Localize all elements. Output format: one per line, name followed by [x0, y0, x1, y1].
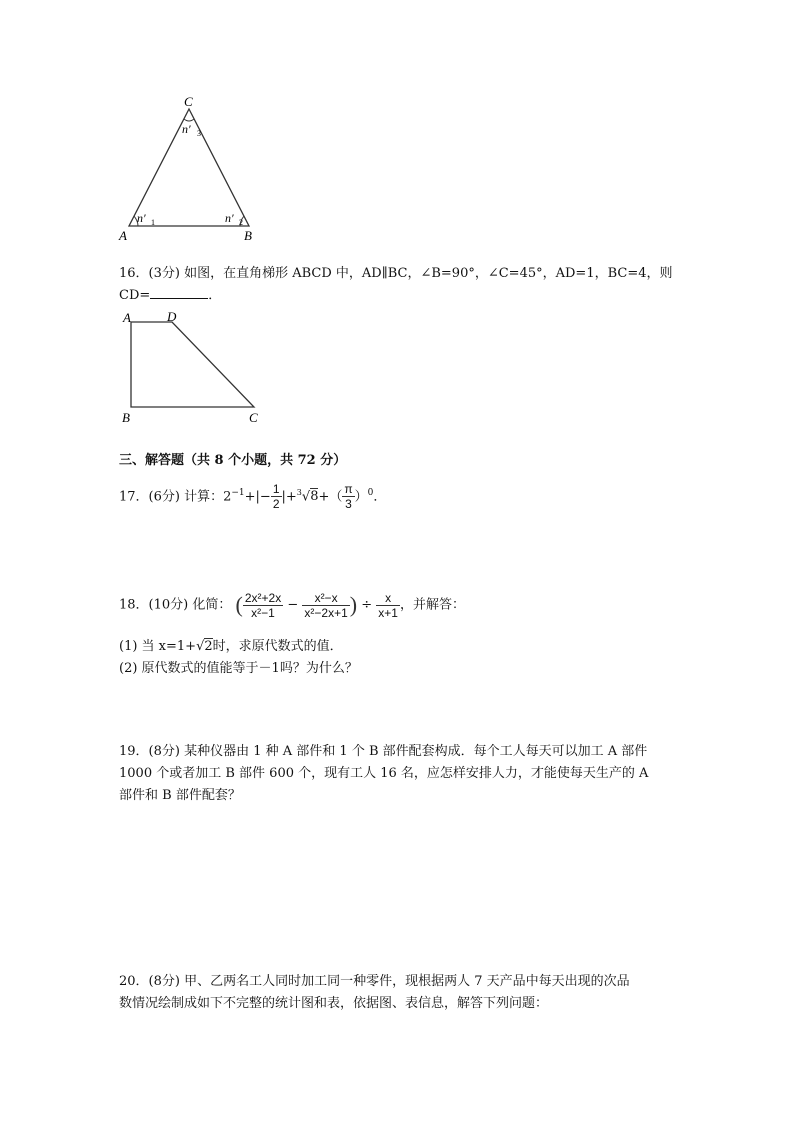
q16-line-1: 16．(3分) 如图，在直角梯形 ABCD 中，AD∥BC，∠B=90°，∠C=45°，AD=1，BC=4，则 — [119, 266, 673, 281]
q18-part1-root: 2 — [204, 639, 213, 654]
q17-exponent: −1 — [231, 488, 245, 498]
q18-f3-den: x+1 — [378, 605, 398, 620]
q17-abs-open: +|− — [244, 489, 271, 505]
vertex-label-a: A — [119, 228, 127, 243]
angle-label-n1: n′ — [137, 211, 146, 225]
q16-line-2 — [119, 285, 221, 307]
q18-prefix: 18．(10分) 化简： — [119, 597, 232, 613]
vertex-label-b: B — [122, 410, 130, 425]
q16-suffix: ． — [208, 288, 222, 303]
triangle-figure — [112, 92, 272, 244]
q17-fraction-half — [271, 482, 282, 511]
q17-end: ． — [373, 489, 387, 505]
q18-f1-num: 2x²+2x — [244, 590, 282, 605]
angle-label-n2: n′ — [225, 211, 234, 225]
q20-line-2: 数情况绘制成如下不完整的统计图和表，依据图、表信息，解答下列问题： — [119, 996, 549, 1011]
q18-f3-num: x — [376, 591, 400, 606]
q17-close-paren: ） — [354, 489, 368, 505]
q18-part1-suffix: 时，求原代数式的值． — [212, 639, 343, 654]
q18-minus: − — [287, 597, 299, 613]
q17-frac-num: 1 — [272, 482, 280, 497]
q20-line-1: 20．(8分) 甲、乙两名工人同时加工同一种零件，现根据两人 7 天产品中每天出现的次品 — [119, 974, 630, 989]
q17-root-index: 3 — [296, 488, 302, 497]
q18-part-1 — [119, 636, 343, 658]
q18-part1-prefix: (1) 当 x=1+ — [119, 639, 197, 654]
angle-arc-c — [184, 119, 194, 121]
trapezoid-figure — [116, 308, 268, 426]
q18-root-sign: √ — [196, 639, 205, 654]
vertex-label-c: C — [249, 410, 258, 425]
q17-zero-exponent: 0 — [367, 488, 374, 498]
q18-suffix: ，并解答： — [399, 597, 465, 613]
q18-fraction-3 — [376, 591, 400, 620]
angle-label-n1-sub: 1 — [151, 218, 155, 227]
q19-line-3: 部件和 B 部件配套？ — [119, 788, 241, 803]
angle-label-n3: n′ — [182, 122, 191, 136]
vertex-label-a: A — [123, 310, 131, 325]
q18-divide: ÷ — [361, 597, 373, 613]
q19-line-1: 19．(8分) 某种仪器由 1 种 A 部件和 1 个 B 部件配套构成．每个工人每天可以加工 A 部件 — [119, 744, 648, 759]
q16-cd-prefix: CD= — [119, 288, 151, 303]
q18-paren-close: ) — [349, 592, 358, 617]
q18-line — [119, 588, 465, 623]
vertex-label-d: D — [167, 309, 177, 324]
q18-f1-den: x²−1 — [251, 605, 275, 620]
q17-prefix: 17．(6分) 计算：2 — [119, 489, 232, 505]
q17-line — [119, 478, 386, 512]
q19-line-2: 1000 个或者加工 B 部件 600 个，现有工人 16 名，应怎样安排人力，才能使每天生产的 A — [119, 766, 649, 781]
q18-part-2: (2) 原代数式的值能等于－1吗？为什么？ — [119, 661, 358, 676]
angle-label-n3-sub: 3 — [197, 129, 201, 138]
section-3-heading: 三、解答题（共 8 个小题，共 72 分） — [119, 453, 347, 468]
q16-answer-blank[interactable] — [150, 286, 208, 299]
q17-root-sign: √ — [301, 489, 311, 505]
q17-plus-paren: +（ — [318, 489, 343, 505]
q18-fraction-1 — [243, 591, 283, 620]
angle-label-n2-sub: 2 — [239, 218, 243, 227]
trapezoid-abcd — [131, 322, 254, 407]
q17-abs-close: |+ — [281, 489, 297, 505]
q17-pi-num: π — [344, 482, 353, 497]
q17-fraction-pi — [342, 482, 354, 511]
q17-frac-den: 2 — [272, 497, 280, 512]
vertex-label-b: B — [244, 228, 252, 243]
q18-paren-open: ( — [235, 592, 243, 617]
vertex-label-c: C — [184, 94, 193, 109]
q17-root-body: 8 — [310, 489, 319, 505]
q18-f2-den: x²−2x+1 — [304, 605, 348, 620]
q18-f2-num: x²−x — [302, 591, 349, 606]
q17-pi-den: 3 — [345, 497, 352, 512]
q18-fraction-2 — [302, 591, 349, 620]
